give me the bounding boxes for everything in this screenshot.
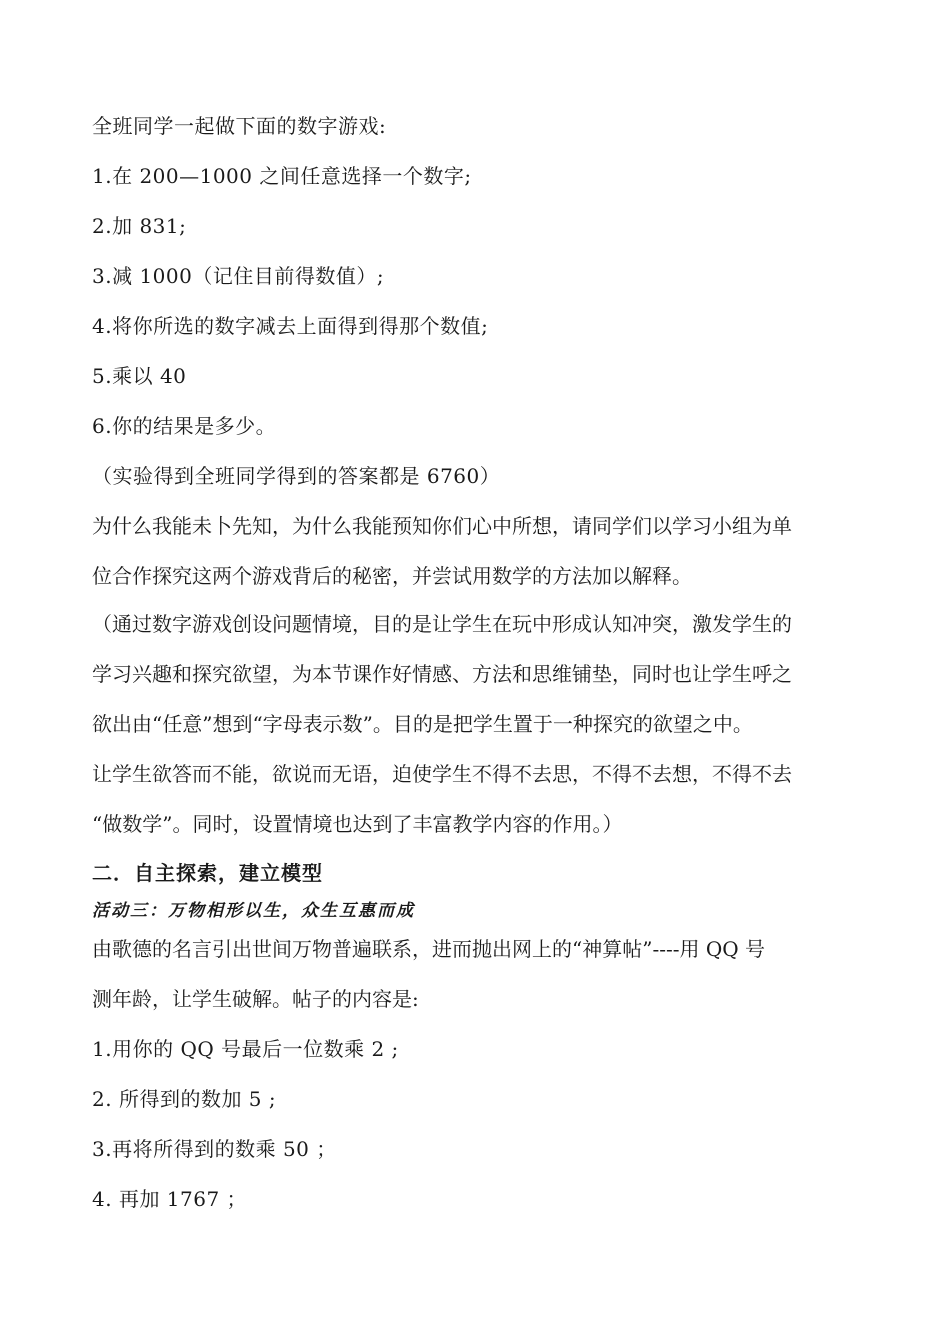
game1-step-1: 1.在 200—1000 之间任意选择一个数字; — [92, 164, 472, 188]
game1-step-3: 3.减 1000（记住目前得数值）; — [92, 264, 385, 288]
game1-step-5: 5.乘以 40 — [92, 364, 187, 388]
game1-step-2: 2.加 831; — [92, 214, 187, 238]
game2-step-2: 2. 所得到的数加 5 ; — [92, 1087, 277, 1111]
activity-heading: 活动三：万物相形以生，众生互惠而成 — [92, 901, 415, 921]
game1-step-6: 6.你的结果是多少。 — [92, 414, 277, 438]
commentary-line-4: 让学生欲答而不能，欲说而无语，迫使学生不得不去思，不得不去想，不得不去 — [92, 762, 792, 786]
game2-step-3: 3.再将所得到的数乘 50 ； — [92, 1137, 337, 1161]
commentary-line-2: 学习兴趣和探究欲望，为本节课作好情感、方法和思维铺垫，同时也让学生呼之 — [92, 662, 792, 686]
game1-step-4: 4.将你所选的数字减去上面得到得那个数值; — [92, 314, 489, 338]
question-line-1: 为什么我能未卜先知，为什么我能预知你们心中所想，请同学们以学习小组为单 — [92, 514, 792, 538]
commentary-line-3: 欲出由“任意”想到“字母表示数”。目的是把学生置于一种探究的欲望之中。 — [92, 712, 753, 736]
commentary-line-1: （通过数字游戏创设问题情境，目的是让学生在玩中形成认知冲突，激发学生的 — [92, 612, 792, 636]
game2-step-4: 4. 再加 1767 ； — [92, 1187, 248, 1211]
experiment-result: （实验得到全班同学得到的答案都是 6760） — [92, 464, 501, 488]
question-line-2: 位合作探究这两个游戏背后的秘密，并尝试用数学的方法加以解释。 — [92, 564, 692, 588]
goethe-line-1: 由歌德的名言引出世间万物普遍联系，进而抛出网上的“神算帖”----用 QQ 号 — [92, 937, 765, 961]
section-heading: 二．自主探索，建立模型 — [92, 861, 323, 885]
goethe-line-2: 测年龄，让学生破解。帖子的内容是: — [92, 987, 419, 1011]
intro-text: 全班同学一起做下面的数字游戏: — [92, 114, 387, 138]
game2-step-1: 1.用你的 QQ 号最后一位数乘 2 ; — [92, 1037, 399, 1061]
commentary-line-5: “做数学”。同时，设置情境也达到了丰富教学内容的作用。） — [92, 812, 623, 836]
